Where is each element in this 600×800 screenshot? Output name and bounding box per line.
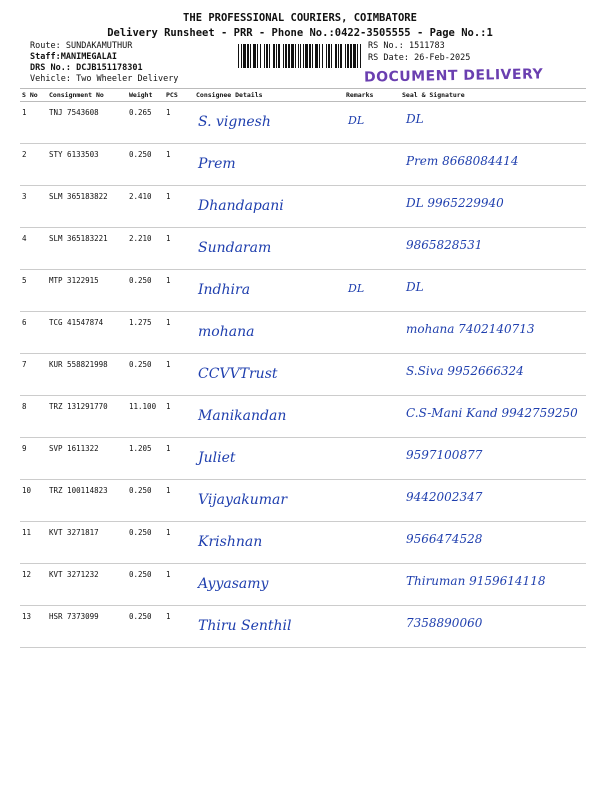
cell-consignment-no: TRZ 100114823 (49, 486, 108, 495)
barcode-bar (335, 44, 337, 68)
cell-consignment-no-container (47, 312, 127, 354)
cell-remarks-handwritten-container (344, 354, 400, 396)
cell-remarks-handwritten-container (344, 606, 400, 648)
cell-consignment-no: KUR 558821998 (49, 360, 108, 369)
cell-consignment-no-container (47, 480, 127, 522)
barcode-bar (273, 44, 275, 68)
drs-label: DRS No.: (30, 63, 71, 73)
cell-consignment-no: SVP 1611322 (49, 444, 99, 453)
cell-signature-handwritten: Prem 8668084414 (406, 154, 519, 168)
cell-pcs-container (164, 102, 194, 144)
barcode-bar (347, 44, 349, 68)
cell-sno: 1 (22, 108, 27, 117)
barcode-bar (283, 44, 284, 68)
cell-signature-handwritten: DL (406, 112, 424, 126)
cell-signature-handwritten: Thiruman 9159614118 (406, 574, 546, 588)
barcode-bar (331, 44, 332, 68)
cell-pcs: 1 (166, 108, 171, 117)
vehicle-label: Vehicle: (30, 74, 71, 84)
cell-sno-container (20, 270, 47, 312)
cell-consignment-no: KVT 3271232 (49, 570, 99, 579)
cell-consignment-no: SLM 365183221 (49, 234, 108, 243)
cell-pcs-container (164, 144, 194, 186)
barcode-bar (353, 44, 356, 68)
cell-consignment-no: STY 6133503 (49, 150, 99, 159)
cell-weight: 2.410 (129, 192, 152, 201)
cell-signature-handwritten-container (400, 228, 586, 270)
cell-weight-container (127, 270, 164, 312)
cell-sno: 6 (22, 318, 27, 327)
cell-pcs-container (164, 228, 194, 270)
cell-pcs: 1 (166, 444, 171, 453)
cell-weight-container (127, 186, 164, 228)
barcode-bar (300, 44, 301, 68)
cell-weight: 11.100 (129, 402, 157, 411)
cell-signature-handwritten-container (400, 354, 586, 396)
cell-signature-handwritten-container (400, 312, 586, 354)
table-row (20, 522, 586, 564)
cell-remarks-handwritten-container (344, 270, 400, 312)
cell-weight: 1.275 (129, 318, 152, 327)
barcode-bar (241, 44, 242, 68)
company-title: THE PROFESSIONAL COURIERS, COIMBATORE (183, 12, 417, 24)
cell-consignment-no: KVT 3271817 (49, 528, 99, 537)
cell-signature-handwritten: C.S-Mani Kand 9942759250 (406, 406, 578, 420)
vehicle-line (30, 74, 178, 84)
cell-remarks-handwritten-container (344, 228, 400, 270)
cell-remarks-handwritten: DL (348, 282, 365, 295)
barcode-bar (303, 44, 304, 68)
cell-pcs: 1 (166, 612, 171, 621)
cell-remarks-handwritten-container (344, 564, 400, 606)
barcode-bar (312, 44, 313, 68)
cell-consignee-handwritten-container (194, 312, 344, 354)
cell-sno-container (20, 312, 47, 354)
staff-value: MANIMEGALAI (60, 52, 118, 62)
barcode-bar (305, 44, 308, 68)
cell-consignment-no: HSR 7373099 (49, 612, 99, 621)
table-row (20, 186, 586, 228)
cell-consignment-no-container (47, 438, 127, 480)
cell-consignee-handwritten: Indhira (198, 282, 251, 298)
document-delivery-stamp: DOCUMENT DELIVERY (363, 66, 544, 86)
cell-signature-handwritten: 9865828531 (406, 238, 483, 252)
rs-no-label: RS No.: (368, 41, 404, 51)
cell-remarks-handwritten-container (344, 396, 400, 438)
cell-sno-container (20, 186, 47, 228)
cell-sno-container (20, 522, 47, 564)
cell-sno-container (20, 102, 47, 144)
cell-sno-container (20, 480, 47, 522)
cell-sno: 9 (22, 444, 27, 453)
cell-consignment-no-container (47, 606, 127, 648)
table-row (20, 102, 586, 144)
route-label: Route: (30, 41, 61, 51)
cell-pcs-container (164, 438, 194, 480)
vehicle-value: Two Wheeler Delivery (76, 74, 179, 84)
cell-pcs: 1 (166, 234, 171, 243)
cell-sno-container (20, 438, 47, 480)
staff-line (30, 52, 117, 62)
cell-signature-handwritten-container (400, 564, 586, 606)
barcode-bar (319, 44, 320, 68)
col-consignment-header: Consignment No (47, 89, 127, 102)
staff-label: Staff: (30, 52, 61, 62)
route-line (30, 41, 132, 51)
cell-consignment-no-container (47, 354, 127, 396)
cell-consignment-no-container (47, 522, 127, 564)
cell-consignee-handwritten: Vijayakumar (198, 492, 288, 508)
cell-signature-handwritten: mohana 7402140713 (406, 322, 535, 336)
cell-consignee-handwritten-container (194, 354, 344, 396)
cell-sno-container (20, 396, 47, 438)
barcode-image (238, 44, 362, 68)
cell-weight-container (127, 228, 164, 270)
cell-pcs: 1 (166, 192, 171, 201)
rs-date-line (368, 53, 470, 63)
barcode-bar (285, 44, 287, 68)
cell-pcs-container (164, 564, 194, 606)
cell-weight-container (127, 564, 164, 606)
cell-remarks-handwritten-container (344, 144, 400, 186)
rs-no-line (368, 41, 445, 51)
barcode-bar (360, 44, 361, 68)
cell-consignment-no-container (47, 144, 127, 186)
cell-consignee-handwritten: CCVVTrust (198, 366, 278, 382)
cell-consignment-no-container (47, 102, 127, 144)
cell-consignment-no: TNJ 7543608 (49, 108, 99, 117)
cell-signature-handwritten-container (400, 480, 586, 522)
cell-sno: 13 (22, 612, 32, 621)
cell-signature-handwritten-container (400, 186, 586, 228)
cell-pcs: 1 (166, 486, 171, 495)
barcode-bar (345, 44, 346, 68)
cell-sno-container (20, 144, 47, 186)
drs-value: DCJB151178301 (76, 63, 143, 73)
cell-consignee-handwritten-container (194, 396, 344, 438)
cell-weight: 0.265 (129, 108, 152, 117)
cell-weight-container (127, 480, 164, 522)
cell-signature-handwritten: 9597100877 (406, 448, 483, 462)
barcode-bar (266, 44, 268, 68)
cell-consignee-handwritten-container (194, 564, 344, 606)
barcode-bar (253, 44, 256, 68)
cell-remarks-handwritten: DL (348, 114, 365, 127)
cell-weight-container (127, 438, 164, 480)
table-row (20, 144, 586, 186)
cell-consignee-handwritten: Sundaram (198, 240, 272, 256)
cell-pcs-container (164, 312, 194, 354)
cell-remarks-handwritten-container (344, 480, 400, 522)
cell-consignee-handwritten: Juliet (198, 450, 236, 466)
cell-weight: 0.250 (129, 570, 152, 579)
barcode-bar (357, 44, 358, 68)
cell-consignee-handwritten-container (194, 438, 344, 480)
cell-weight: 2.210 (129, 234, 152, 243)
barcode-bar (276, 44, 277, 68)
cell-signature-handwritten: DL 9965229940 (406, 196, 504, 210)
cell-remarks-handwritten-container (344, 312, 400, 354)
barcode-bar (257, 44, 258, 68)
cell-consignee-handwritten: mohana (198, 324, 255, 340)
cell-consignment-no-container (47, 564, 127, 606)
cell-pcs-container (164, 186, 194, 228)
barcode-bar (288, 44, 290, 68)
cell-weight: 0.250 (129, 486, 152, 495)
cell-consignment-no: TCG 41547874 (49, 318, 104, 327)
cell-weight-container (127, 144, 164, 186)
cell-consignee-handwritten: S. vignesh (198, 114, 271, 130)
cell-pcs: 1 (166, 570, 171, 579)
barcode-bar (260, 44, 261, 68)
cell-pcs-container (164, 522, 194, 564)
cell-sno-container (20, 228, 47, 270)
barcode-bar (291, 44, 294, 68)
table-row (20, 438, 586, 480)
rs-no-value: 1511783 (408, 41, 445, 51)
cell-pcs: 1 (166, 276, 171, 285)
cell-weight-container (127, 396, 164, 438)
cell-sno: 2 (22, 150, 27, 159)
cell-sno-container (20, 606, 47, 648)
cell-signature-handwritten-container (400, 270, 586, 312)
cell-weight-container (127, 102, 164, 144)
barcode-bar (340, 44, 342, 68)
cell-signature-handwritten-container (400, 102, 586, 144)
cell-signature-handwritten-container (400, 396, 586, 438)
cell-sno: 4 (22, 234, 27, 243)
cell-signature-handwritten: S.Siva 9952666324 (406, 364, 524, 378)
table-row (20, 312, 586, 354)
cell-pcs: 1 (166, 360, 171, 369)
barcode-bar (278, 44, 280, 68)
cell-remarks-handwritten-container (344, 522, 400, 564)
barcode-bar (269, 44, 270, 68)
cell-sno: 5 (22, 276, 27, 285)
barcode-bar (328, 44, 330, 68)
cell-pcs: 1 (166, 150, 171, 159)
cell-weight-container (127, 312, 164, 354)
cell-consignee-handwritten: Ayyasamy (198, 576, 269, 592)
cell-consignment-no: MTP 3122915 (49, 276, 99, 285)
cell-consignee-handwritten-container (194, 228, 344, 270)
cell-weight: 0.250 (129, 612, 152, 621)
cell-signature-handwritten: 9442002347 (406, 490, 483, 504)
cell-pcs-container (164, 396, 194, 438)
cell-signature-handwritten: DL (406, 280, 424, 294)
col-pcs-header: PCS (164, 89, 194, 102)
cell-weight: 0.250 (129, 276, 152, 285)
cell-sno: 3 (22, 192, 27, 201)
cell-signature-handwritten-container (400, 606, 586, 648)
col-remarks-header: Remarks (344, 89, 400, 102)
cell-consignee-handwritten: Krishnan (198, 534, 263, 550)
cell-sno: 12 (22, 570, 32, 579)
cell-remarks-handwritten-container (344, 438, 400, 480)
cell-weight: 1.205 (129, 444, 152, 453)
barcode-bar (298, 44, 299, 68)
cell-pcs: 1 (166, 402, 171, 411)
cell-consignment-no-container (47, 270, 127, 312)
cell-consignee-handwritten-container (194, 480, 344, 522)
cell-weight-container (127, 354, 164, 396)
runsheet-table (20, 88, 586, 648)
cell-consignee-handwritten: Dhandapani (198, 198, 284, 214)
cell-sno: 7 (22, 360, 27, 369)
cell-sno: 10 (22, 486, 32, 495)
cell-consignee-handwritten: Prem (198, 156, 236, 172)
cell-consignee-handwritten: Thiru Senthil (198, 618, 292, 634)
rs-date-label: RS Date: (368, 53, 409, 63)
barcode-bar (247, 44, 249, 68)
table-row (20, 270, 586, 312)
cell-consignment-no: TRZ 131291770 (49, 402, 108, 411)
barcode-bar (338, 44, 339, 68)
cell-sno: 11 (22, 528, 32, 537)
table-row (20, 564, 586, 606)
cell-consignment-no-container (47, 396, 127, 438)
table-row (20, 354, 586, 396)
barcode-bar (238, 44, 239, 68)
barcode-bar (315, 44, 318, 68)
cell-consignee-handwritten-container (194, 144, 344, 186)
cell-consignee-handwritten-container (194, 270, 344, 312)
header-row (20, 89, 586, 102)
cell-sno-container (20, 564, 47, 606)
barcode-bar (322, 44, 323, 68)
cell-pcs-container (164, 270, 194, 312)
drs-line (30, 63, 143, 73)
cell-signature-handwritten: 7358890060 (406, 616, 483, 630)
cell-signature-handwritten: 9566474528 (406, 532, 483, 546)
cell-consignment-no-container (47, 228, 127, 270)
cell-signature-handwritten-container (400, 522, 586, 564)
cell-remarks-handwritten-container (344, 102, 400, 144)
cell-sno: 8 (22, 402, 27, 411)
col-sno-header: S No (20, 89, 47, 102)
cell-weight-container (127, 522, 164, 564)
runsheet-subtitle: Delivery Runsheet - PRR - Phone No.:0422-3505555 - Page No.:1 (107, 27, 493, 39)
cell-consignee-handwritten: Manikandan (198, 408, 287, 424)
barcode-bar (309, 44, 311, 68)
cell-pcs-container (164, 480, 194, 522)
cell-consignee-handwritten-container (194, 522, 344, 564)
cell-pcs-container (164, 606, 194, 648)
barcode-bar (250, 44, 251, 68)
table-row (20, 480, 586, 522)
cell-remarks-handwritten-container (344, 186, 400, 228)
col-consignee-header: Consignee Details (194, 89, 344, 102)
table-row (20, 606, 586, 648)
cell-consignee-handwritten-container (194, 102, 344, 144)
col-signature-header: Seal & Signature (400, 89, 586, 102)
cell-signature-handwritten-container (400, 144, 586, 186)
rs-date-value: 26-Feb-2025 (414, 53, 471, 63)
cell-consignment-no-container (47, 186, 127, 228)
cell-weight: 0.250 (129, 528, 152, 537)
table-row (20, 228, 586, 270)
cell-pcs: 1 (166, 528, 171, 537)
barcode-bar (350, 44, 352, 68)
cell-consignee-handwritten-container (194, 606, 344, 648)
barcode-bar (264, 44, 265, 68)
cell-signature-handwritten-container (400, 438, 586, 480)
barcode-bar (243, 44, 246, 68)
route-value: SUNDAKAMUTHUR (65, 41, 133, 51)
cell-pcs-container (164, 354, 194, 396)
cell-weight: 0.250 (129, 360, 152, 369)
cell-pcs: 1 (166, 318, 171, 327)
barcode-bar (326, 44, 327, 68)
table-row (20, 396, 586, 438)
barcode-bar (295, 44, 296, 68)
cell-weight: 0.250 (129, 150, 152, 159)
cell-consignment-no: SLM 365183822 (49, 192, 108, 201)
cell-sno-container (20, 354, 47, 396)
cell-weight-container (127, 606, 164, 648)
col-weight-header: Weight (127, 89, 164, 102)
cell-consignee-handwritten-container (194, 186, 344, 228)
